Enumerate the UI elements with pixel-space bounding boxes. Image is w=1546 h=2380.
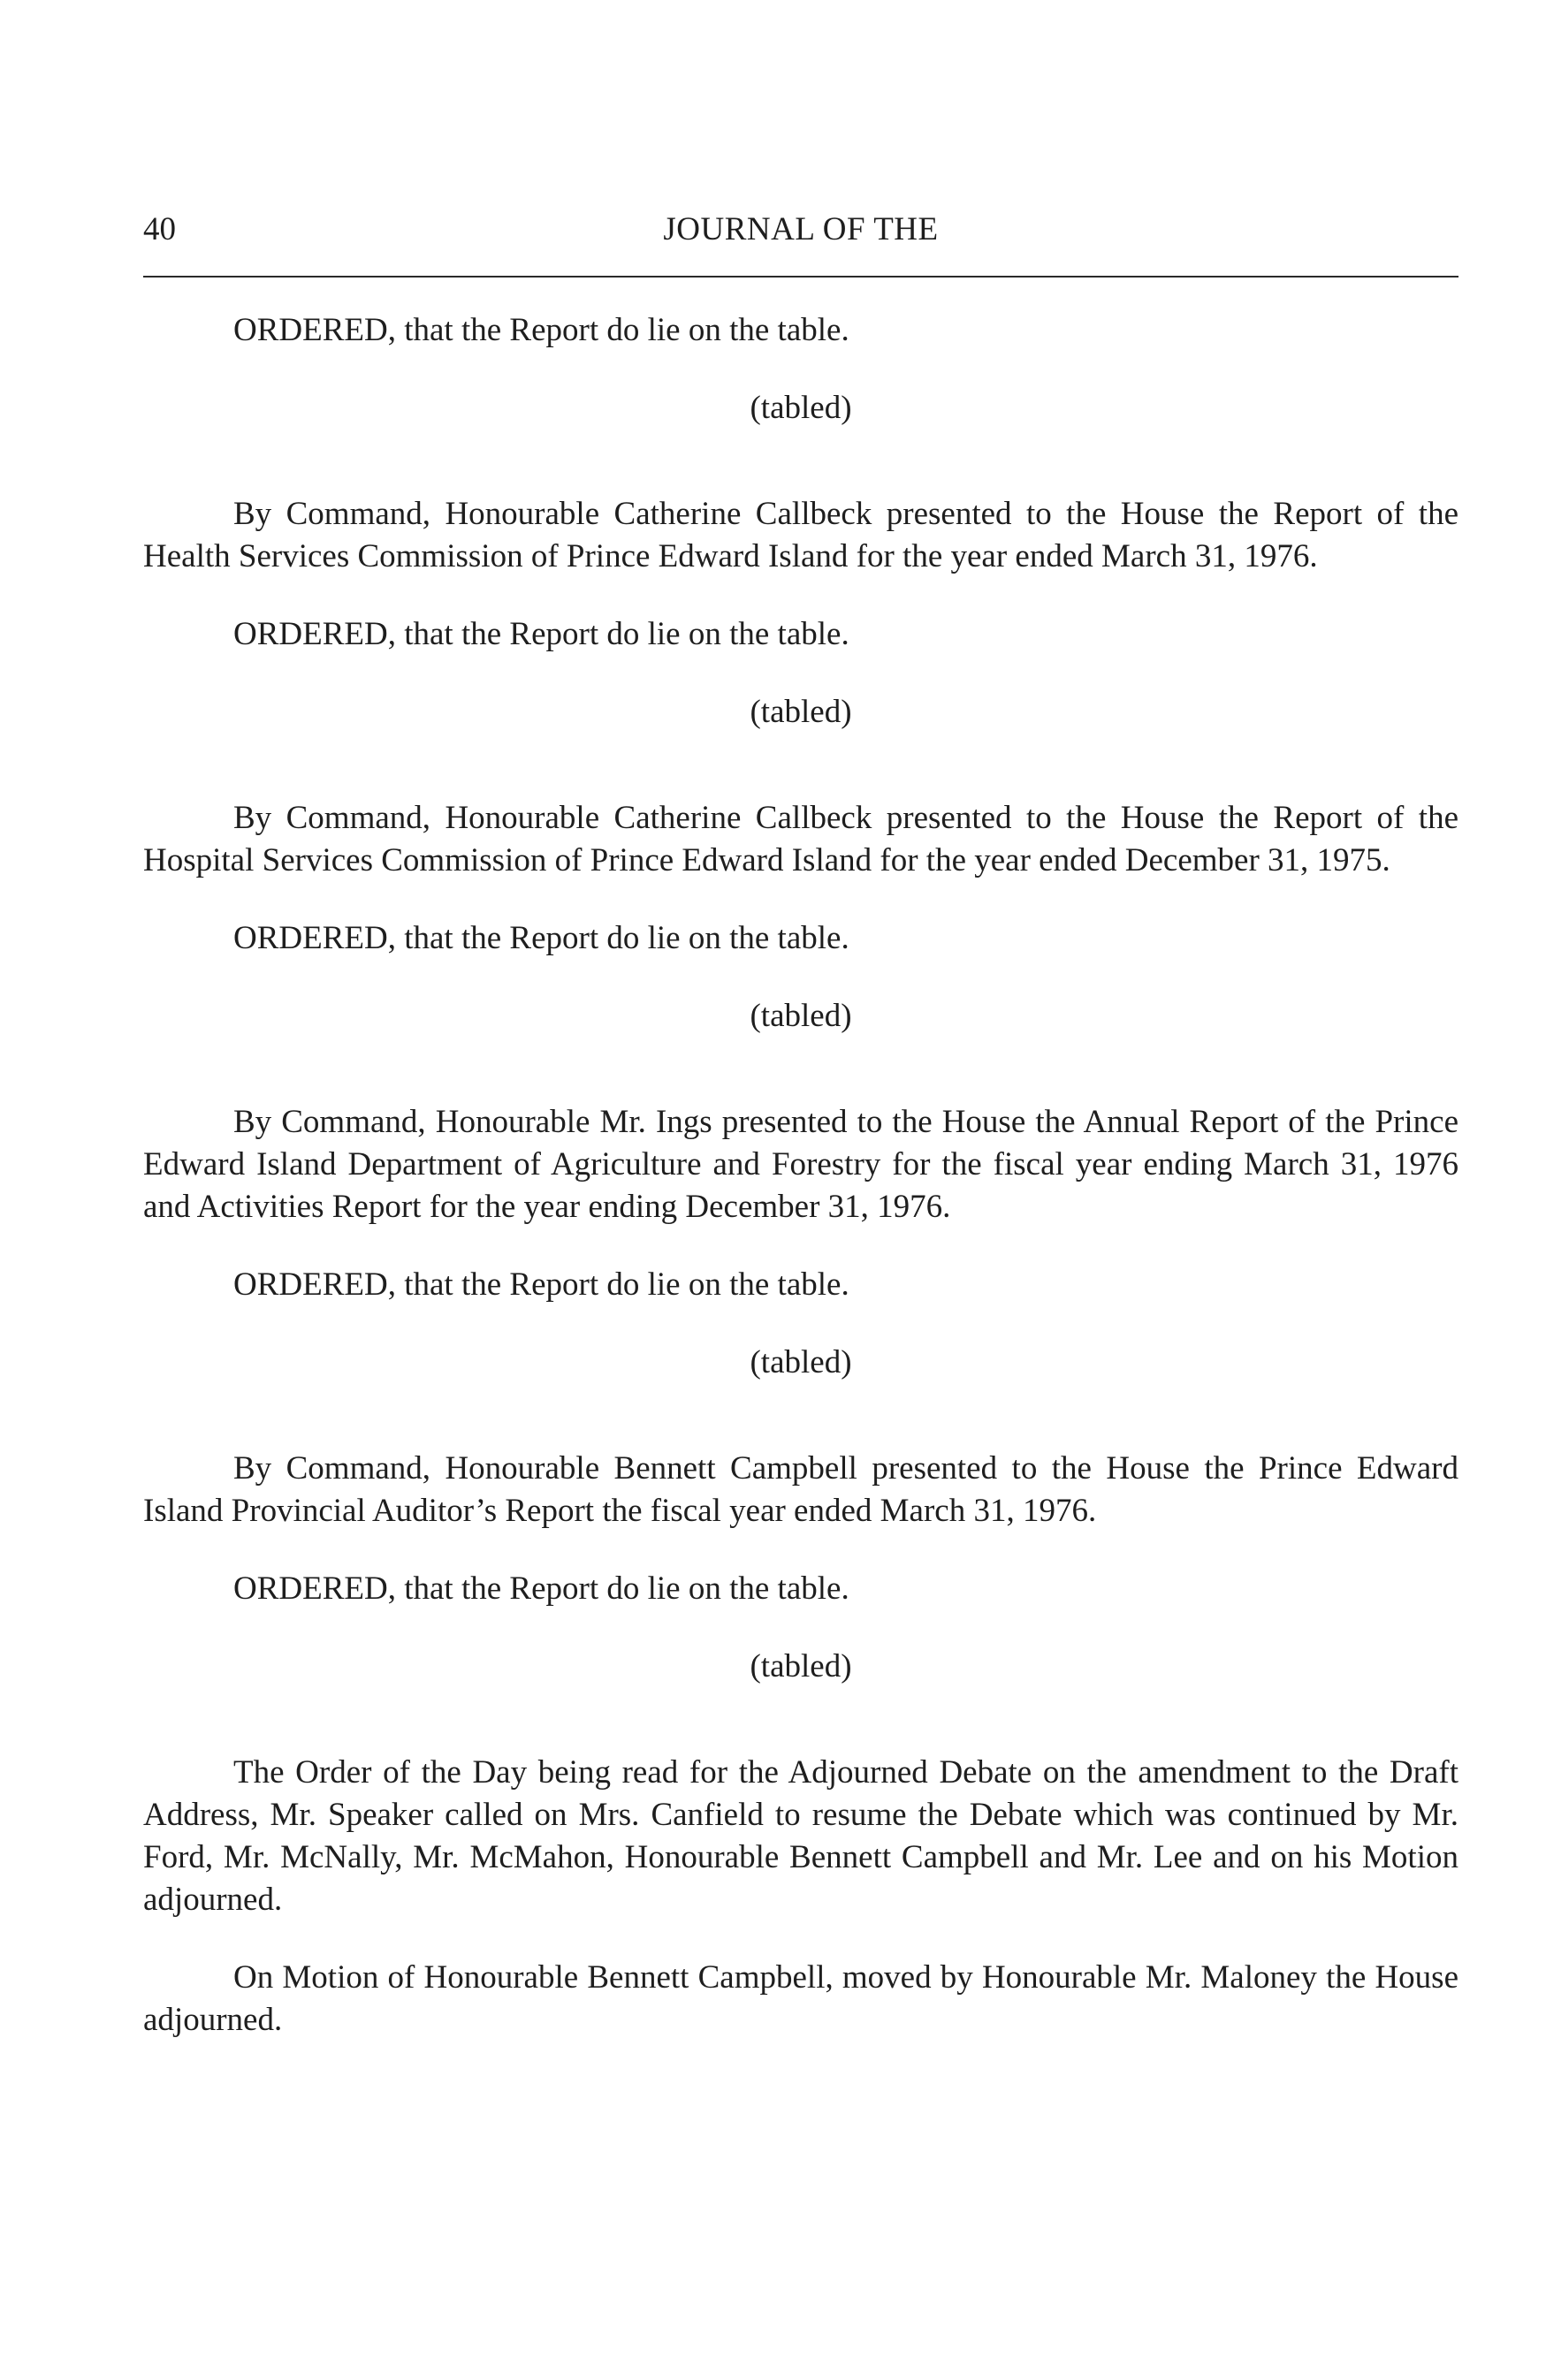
agriculture-report-paragraph: By Command, Honourable Mr. Ings presented to the House the Annual Report of the Prince Edward Island Department of Agriculture and Forestry for the fiscal year ending March 31, 1976 and Activities Report for the year ending December 31, 1976. — [143, 1104, 1458, 1225]
tabled-note: (tabled) — [750, 1344, 852, 1380]
page-number: 40 — [143, 211, 176, 247]
tabled-note: (tabled) — [750, 694, 852, 730]
tabled-note: (tabled) — [750, 1648, 852, 1684]
page-header — [143, 205, 1458, 278]
ordered-line: ORDERED, that the Report do lie on the table. — [233, 312, 849, 348]
order-of-day-paragraph: The Order of the Day being read for the Adjourned Debate on the amendment to the Draft Address, Mr. Speaker called on Mrs. Canfield to resume the Debate which was continued by Mr. Ford, Mr. McNally, Mr. McMahon, Honourable Bennett Campbell and Mr. Lee and on his Motion adjourned. — [143, 1754, 1458, 1918]
ordered-line: ORDERED, that the Report do lie on the table. — [233, 1266, 849, 1303]
hospital-services-paragraph: By Command, Honourable Catherine Callbeck presented to the House the Report of the Hospital Services Commission of Prince Edward Island for the year ended December 31, 1975. — [143, 800, 1458, 878]
running-head: JOURNAL OF THE — [663, 211, 939, 247]
auditor-report-paragraph: By Command, Honourable Bennett Campbell presented to the House the Prince Edward Island Provincial Auditor’s Report the fiscal year ended March 31, 1976. — [143, 1450, 1458, 1529]
ordered-line: ORDERED, that the Report do lie on the table. — [233, 1570, 849, 1607]
tabled-note: (tabled) — [750, 390, 852, 426]
ordered-line: ORDERED, that the Report do lie on the table. — [233, 616, 849, 652]
tabled-note: (tabled) — [750, 998, 852, 1034]
health-services-paragraph: By Command, Honourable Catherine Callbeck presented to the House the Report of the Health Services Commission of Prince Edward Island for the year ended March 31, 1976. — [143, 496, 1458, 574]
journal-body — [143, 309, 1458, 2042]
ordered-line: ORDERED, that the Report do lie on the table. — [233, 920, 849, 956]
adjournment-paragraph: On Motion of Honourable Bennett Campbell, moved by Honourable Mr. Maloney the House adjourned. — [143, 1959, 1458, 2038]
